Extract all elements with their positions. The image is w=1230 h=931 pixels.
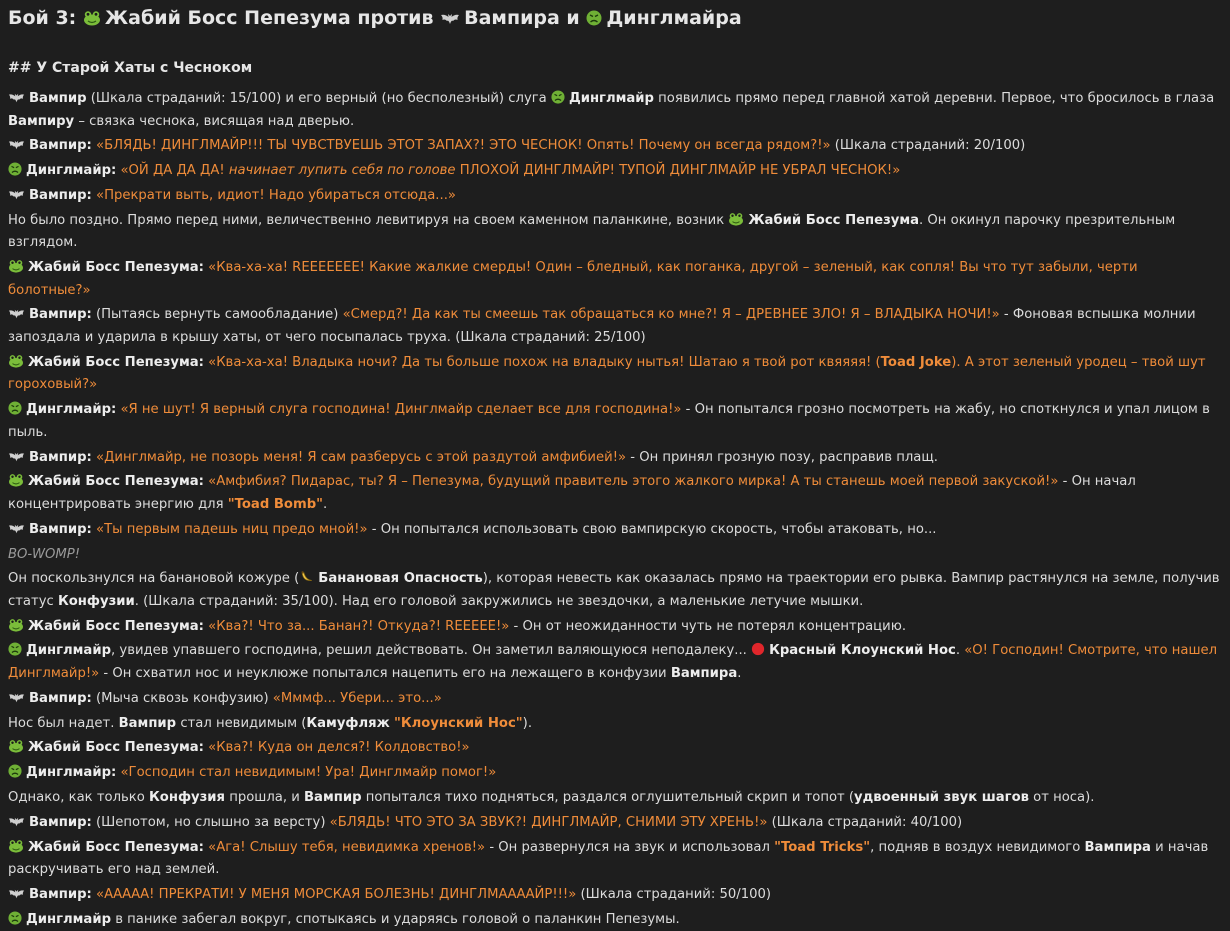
speaker-name: Динглмайр [26,643,112,659]
frog-icon [8,354,24,368]
sick-face-icon [8,401,22,415]
dialogue-quote: «Мммф... Убери... это...» [272,690,442,706]
narration-text: Он поскользнулся на банановой кожуре ( [8,571,300,587]
speaker-name: Вампир: [29,886,92,902]
story-line [8,568,1221,613]
narration-text: . [737,666,742,682]
ability-name: "Toad Bomb" [227,496,324,512]
dialogue-quote: «Ква-ха-ха! Владыка ночи? Да ты больше похож на владыку нытья! Шатаю я твой рот квяяяя! ( [208,354,881,370]
speaker-name: Жабий Босс Пепезума: [28,839,204,855]
red-circle-icon [751,642,765,656]
speaker-name: Жабий Босс Пепезума: [28,474,204,490]
narration-text: (Шкала страданий: 40/100) [767,814,963,830]
frog-icon [8,839,24,853]
ability-name: "Toad Tricks" [774,839,871,855]
dialogue-quote: «ААААА! ПРЕКРАТИ! У МЕНЯ МОРСКАЯ БОЛЕЗНЬ! ДИНГЛМААААЙР!!!» [96,886,577,902]
frog-icon [728,212,744,226]
narration-text: и начав раскручивать его над землей. [8,839,1209,878]
narration-text: - Фоновая вспышка молнии запоздала и ударила в крышу хаты, от чего посыпалась труха. (Шкала страданий: 25/100) [8,307,1196,346]
speaker-name: Вампиру [8,113,75,129]
title-vs: против [350,7,441,29]
ability-name: Toad Joke [880,354,952,370]
narration-text: - Он попытался использовать свою вампирскую скорость, чтобы атаковать, но... [367,521,937,537]
narration-text: Однако, как только [8,789,149,805]
narration-text: Но было поздно. Прямо перед ними, величественно левитируя на своем каменном паланкине, возник [8,212,729,228]
story-line [8,787,1221,810]
speaker-name: Вампир: [29,690,92,706]
speaker-name: Вампир: [29,138,92,154]
speaker-name: Красный Клоунский Нос [769,643,956,659]
sick-face-icon [8,764,22,778]
title-and: и [559,7,587,29]
narration-text: попытался тихо подняться, раздался оглушительный скрип и топот ( [361,789,855,805]
narration-text: . Он окинул парочку презрительным взглядом. [8,212,1176,251]
title-boss: Жабий Босс Пепезума [104,7,351,29]
dialogue-quote: «Ква-ха-ха! REEEEEEE! Какие жалкие смерды! Один – бледный, как поганка, другой – зеленый, как сопля! Вы что тут забыли, черти болотные?» [8,260,1138,298]
bat-icon [8,816,25,828]
bat-icon [8,189,25,201]
speaker-name: Вампир: [29,307,92,323]
story-line [8,909,1221,931]
dialogue-quote: «Ты первым падешь ниц предо мной!» [96,521,368,537]
dialogue-quote: «Ага! Слышу тебя, невидимка хренов!» [208,839,486,855]
story-line [8,519,1221,542]
dialogue-quote: «Амфибия? Пидарас, ты? Я – Пепезума, будущий правитель этого жалкого мирка! А ты станешь моей первой закуской!» [208,474,1059,490]
speaker-name: Вампира [670,666,738,682]
story-body [8,88,1221,931]
story-line [8,544,1221,567]
story-line [8,762,1221,785]
dialogue-quote: «Динглмайр, не позорь меня! Я сам разберусь с этой раздутой амфибией!» [96,449,627,465]
story-line [8,837,1221,882]
story-line [8,210,1221,255]
bat-icon [8,692,25,704]
speaker-name: Динглмайр: [26,163,117,179]
title-vampire: Вампира [464,7,560,29]
narration-text: ). [522,715,533,731]
narration-text: – связка чеснока, висящая над дверью. [74,113,355,129]
page-title [8,6,1221,40]
frog-icon [8,618,24,632]
speaker-name: Вампир [118,715,177,731]
story-line [8,640,1221,685]
story-line [8,812,1221,835]
story-line [8,737,1221,760]
bat-icon [8,92,25,104]
speaker-name: Вампир: [29,449,92,465]
dialogue-quote: «ОЙ ДА ДА ДА! [120,163,229,179]
story-line [8,88,1221,133]
narration-text: , подняв в воздух невидимого [870,839,1085,855]
story-line [8,160,1221,183]
dialogue-quote: «Ква?! Куда он делся?! Колдовство!» [208,740,470,756]
bat-icon [8,308,25,320]
speaker-name: Вампир: [29,814,92,830]
speaker-name: Жабий Босс Пепезума: [28,354,204,370]
narration-text: (Шкала страданий: 15/100) и его верный (но бесполезный) слуга [86,91,551,106]
narration-text: появились прямо перед главной хатой деревни. Первое, что бросилось в глаза [653,91,1215,106]
narration-text: (Шкала страданий: 50/100) [576,886,772,902]
dialogue-quote: «Прекрати выть, идиот! Надо убираться отсюда...» [96,187,456,203]
title-dinglemire: Динглмайра [606,7,742,29]
speaker-name: Динглмайр: [26,765,117,781]
story-line [8,884,1221,907]
sick-face-icon [551,90,565,104]
narration-text: (Мыча сквозь конфузию) [91,690,273,706]
story-line [8,688,1221,711]
sound-effect: BO-WOMP! [8,546,80,562]
story-line [8,471,1221,516]
scene-subheading: ## У Старой Хаты с Чесноком [8,60,253,76]
speaker-name: Банановая Опасность [318,571,483,587]
narration-text: - Он принял грозную позу, расправив плащ. [626,449,938,465]
narration-text: в панике забегал вокруг, спотыкаясь и ударяясь головой о паланкин Пепезумы. [111,911,680,927]
stage-direction: начинает лупить себя по голове [228,163,456,179]
narration-text: . [323,496,328,512]
narration-text: - Он начал концентрировать энергию для [8,474,1136,512]
narration-text: Нос был надет. [8,715,119,731]
narration-text: стал невидимым ( [176,715,307,731]
narration-text: прошла, и [225,789,304,805]
dialogue-quote: «Смерд?! Да как ты смеешь так обращаться ко мне?! Я – ДРЕВНЕЕ ЗЛО! Я – ВЛАДЫКА НОЧИ!» [342,307,1000,323]
speaker-name: Жабий Босс Пепезума: [28,740,204,756]
narration-text: (Шкала страданий: 20/100) [830,138,1026,154]
story-line [8,185,1221,208]
title-prefix: Бой 3: [8,7,83,29]
story-line [8,304,1221,349]
frog-icon [8,739,24,753]
speaker-name: Камуфляж [306,715,390,731]
speaker-name: Вампир: [29,187,92,203]
speaker-name: Конфузия [149,789,226,805]
frog-icon [83,10,101,26]
narration-text: - Он от неожиданности чуть не потерял концентрацию. [509,618,907,634]
frog-icon [8,473,24,487]
dialogue-quote: «БЛЯДЬ! ЧТО ЭТО ЗА ЗВУК?! ДИНГЛМАЙР, СНИМИ ЭТУ ХРЕНЬ!» [329,814,768,830]
speaker-name: Динглмайр [26,911,112,927]
sick-face-icon [8,911,22,925]
narration-text: ), которая невесть как оказалась прямо на траектории его рывка. Вампир растянулся на земле, получив статус [8,571,1220,609]
bat-icon [440,12,460,26]
speaker-name: Жабий Босс Пепезума: [28,618,204,634]
bat-icon [8,139,25,151]
narration-text: - Он попытался грозно посмотреть на жабу, но споткнулся и упал лицом в пыль. [8,402,1210,440]
story-line [8,257,1221,302]
speaker-name: удвоенный звук шагов [854,789,1029,805]
speaker-name: Вампир [29,91,87,106]
narration-text: - Он развернулся на звук и использовал [485,839,775,855]
speaker-name: Конфузии [57,593,135,609]
story-line [8,135,1221,158]
speaker-name: Динглмайр [568,91,654,106]
dialogue-quote: ПЛОХОЙ ДИНГЛМАЙР! ТУПОЙ ДИНГЛМАЙР НЕ УБРАЛ ЧЕСНОК!» [455,163,901,179]
narration-text: от носа). [1028,789,1095,805]
story-line [8,352,1221,397]
sick-face-icon [586,10,602,26]
speaker-name: Вампира [1084,839,1151,855]
speaker-name: Динглмайр: [26,402,117,418]
speaker-name: Жабий Босс Пепезума: [28,260,204,276]
dialogue-quote: «Господин стал невидимым! Ура! Динглмайр помог!» [120,765,497,781]
sick-face-icon [8,642,22,656]
story-line [8,447,1221,470]
bat-icon [8,888,25,900]
narration-text: . [955,643,965,659]
story-line [8,616,1221,639]
narration-text: (Пытаясь вернуть самообладание) [91,307,343,323]
bat-icon [8,523,25,535]
dialogue-quote: «О! Господин! Смотрите, что нашел Динглмайр!» [8,643,1218,682]
narration-text: (Шепотом, но слышно за версту) [91,814,330,830]
banana-icon [299,570,314,584]
dialogue-quote: «Ква?! Что за... Банан?! Откуда?! REEEEE!» [208,618,510,634]
speaker-name: Вампир [304,789,362,805]
dialogue-quote: «Я не шут! Я верный слуга господина! Динглмайр сделает все для господина!» [120,402,682,418]
story-line [8,713,1221,736]
sick-face-icon [8,162,22,176]
narration-text: . (Шкала страданий: 35/100). Над его головой закружились не звездочки, а маленькие летучие мышки. [134,593,864,609]
dialogue-quote: «БЛЯДЬ! ДИНГЛМАЙР!!! ТЫ ЧУВСТВУЕШЬ ЭТОТ ЗАПАХ?! ЭТО ЧЕСНОК! Опять! Почему он всегда рядом?!» [96,138,831,154]
story-line [8,399,1221,444]
dialogue-quote: ). А этот зеленый уродец – твой шут гороховый?» [8,354,1206,393]
speaker-name: Вампир: [29,521,92,537]
narration-text: - Он схватил нос и неуклюже попытался нацепить его на лежащего в конфузии [99,666,671,682]
speaker-name: Жабий Босс Пепезума [748,212,920,228]
ability-name: "Клоунский Нос" [393,715,523,731]
frog-icon [8,259,24,273]
bat-icon [8,451,25,463]
narration-text: , увидев упавшего господина, решил действовать. Он заметил валяющуюся неподалеку... [111,643,752,659]
